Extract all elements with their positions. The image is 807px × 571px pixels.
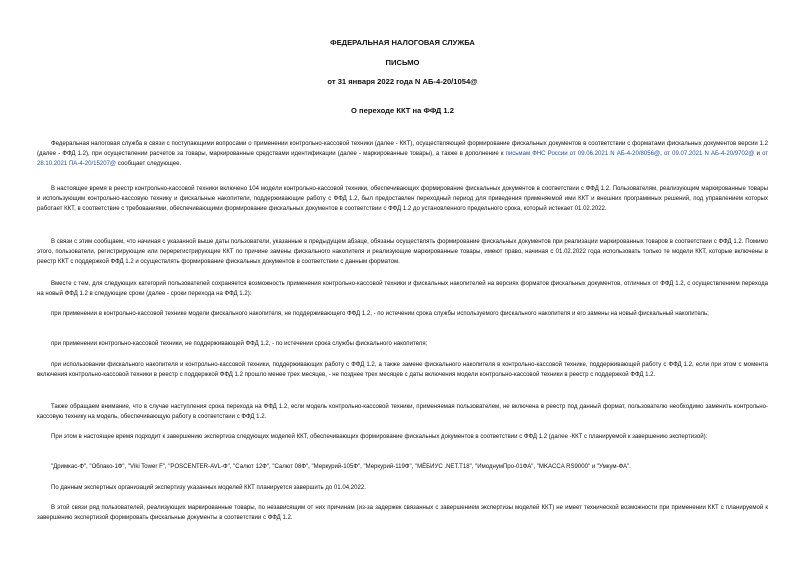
paragraph-model-list: "Дримкас-Ф", "Облако-1Ф", "Viki Tower F", "POSCENTER-AVL-Ф", "Салют 12Ф", "Салют 08Ф", "Меркурий-105Ф", "Меркурий-119Ф", "МЁБИУС .NET.Т18", "ИмоднумПро-01ФА", "MKACCA RS9000" и "Умкум-ФА". <box>51 464 631 470</box>
intro-text-b: , <box>660 150 664 157</box>
document-date-number: от 31 января 2022 года N АБ-4-20/1054@ <box>327 77 478 86</box>
list-item-kkt-not-supported: при применении контрольно-кассовой техники, не поддерживающей ФФД 1.2, - по истечении срока службы фискального накопителя; <box>51 341 428 347</box>
intro-text-c: и <box>754 150 762 157</box>
organization-title: ФЕДЕРАЛЬНАЯ НАЛОГОВАЯ СЛУЖБА <box>330 38 475 47</box>
list-item-three-months: при использовании фискального накопителя и контрольно-кассовой техники, поддерживающих работу с ФФД 1.2, а также замене фискального накопителя в контрольно-кассовой технике, поддерживающей работу с ФФД 1.2, если при этом с момента включения контрольно-кассовой техники в реестр с поддержкой ФФД 1.2 прошло менее трех месяцев, - не позднее трех месяцев с даты включения модели контрольно-кассовой техники в реестр с поддержкой ФФД 1.2. <box>37 362 768 378</box>
letter-link-2[interactable]: от 09.07.2021 N АБ-4-20/9702@ <box>663 150 755 157</box>
paragraph-conclusion: В этой связи ряд пользователей, реализующих маркированные товары, по независящим от них причинам (из-за задержек связанных с завершением экспертизы моделей ККТ) не имеет технической возможности при применении ККТ с планируемой к завершению экспертизой формировать фискальные документы в соответствии с ФФД 1.2. <box>37 505 768 521</box>
paragraph-categories: Вместе с тем, для следующих категорий пользователей сохраняется возможность применения контрольно-кассовой техники и фискальных накопителей на версиях форматов фискальных документов, отличных от ФФД 1.2, с осуществлением перехода на новый ФФД 1.2 в следующие сроки (далее - сроки перехода на ФФД 1.2): <box>37 281 768 297</box>
document-subject: О переходе ККТ на ФФД 1.2 <box>351 106 454 115</box>
intro-text-d: сообщает следующее. <box>116 160 182 167</box>
intro-text-a: Федеральная налоговая служба в связи с поступающими вопросами о применении контрольно-кассовой техники (далее - ККТ), осуществляющей формирование фискальных документов в соответствии с форматами фискальных документов версии 1.2 (далее - ФФД 1.2), при осуществлении расчетов за товары, маркированные средствами идентификации (далее - маркированные товары), а также в дополнение к <box>37 141 768 157</box>
paragraph-intro <box>37 140 768 169</box>
paragraph-attention: Также обращаем внимание, что в случае наступления срока перехода на ФФД 1.2, если модель контрольно-кассовой техники, применяемая пользователем, не включена в реестр под данный формат, пользователю необходимо заменить контрольно-кассовую технику на модель, обеспечивающую работу в соответствии с ФФД 1.2. <box>37 404 768 420</box>
paragraph-registry: В настоящее время в реестр контрольно-кассовой техники включено 104 модели контрольно-кассовой техники, обеспечивающих формирование фискальных документов в соответствии с ФФД 1.2. Пользователям, реализующим маркированные товары и использующим контрольно-кассовую технику и фискальные накопители, поддерживающие работу с ФФД 1.2, был предоставлен переходный период для приведения применяемой ими ККТ и внешних программных решений, под управлением которых работает ККТ, в соответствие с требованиями, обеспечивающими формирование фискальных документов в соответствии с ФФД 1.2 до установленного предельного срока, который истекает 01.02.2022. <box>37 186 768 212</box>
letter-link-3[interactable]: от 28.10.2021 ПА-4-20/15207@ <box>37 150 768 167</box>
letter-link-1[interactable]: письмам ФНС России от 09.06.2021 N АБ-4-20/8056@ <box>505 150 661 157</box>
paragraph-obligation: В связи с этим сообщаем, что начиная с указанной выше даты пользователи, указанные в предыдущем абзаце, обязаны осуществлять формирование фискальных документов при реализации маркированных товаров в соответствии с ФФД 1.2. Помимо этого, пользователи, регистрирующие или перерегистрирующие ККТ по причине замены фискального накопителя и реализующие маркированные товары, имеют право, начиная с 01.02.2022 года использовать только те модели ККТ, которые включены в реестр ККТ с поддержкой ФФД 1.2 и осуществлять формирование фискальных документов в соответствии с данным форматом. <box>37 239 768 265</box>
list-item-fn-not-supported: при применении в контрольно-кассовой технике модели фискального накопителя, не поддерживающего ФФД 1.2, - по истечении срока службы используемого фискального накопителя и его замены на новый фискальный накопитель; <box>51 311 709 317</box>
document-type: ПИСЬМО <box>385 58 420 67</box>
paragraph-expertise: При этом в настоящее время подходит к завершению экспертиза следующих моделей ККТ, обеспечивающих формирование фискальных документов в соответствии с ФФД 1.2 (далее -ККТ с планируемой к завершению экспертизой): <box>51 434 708 440</box>
paragraph-completion-date: По данным экспертных организаций экспертизу указанных моделей ККТ планируется завершить до 01.04.2022. <box>51 485 366 491</box>
